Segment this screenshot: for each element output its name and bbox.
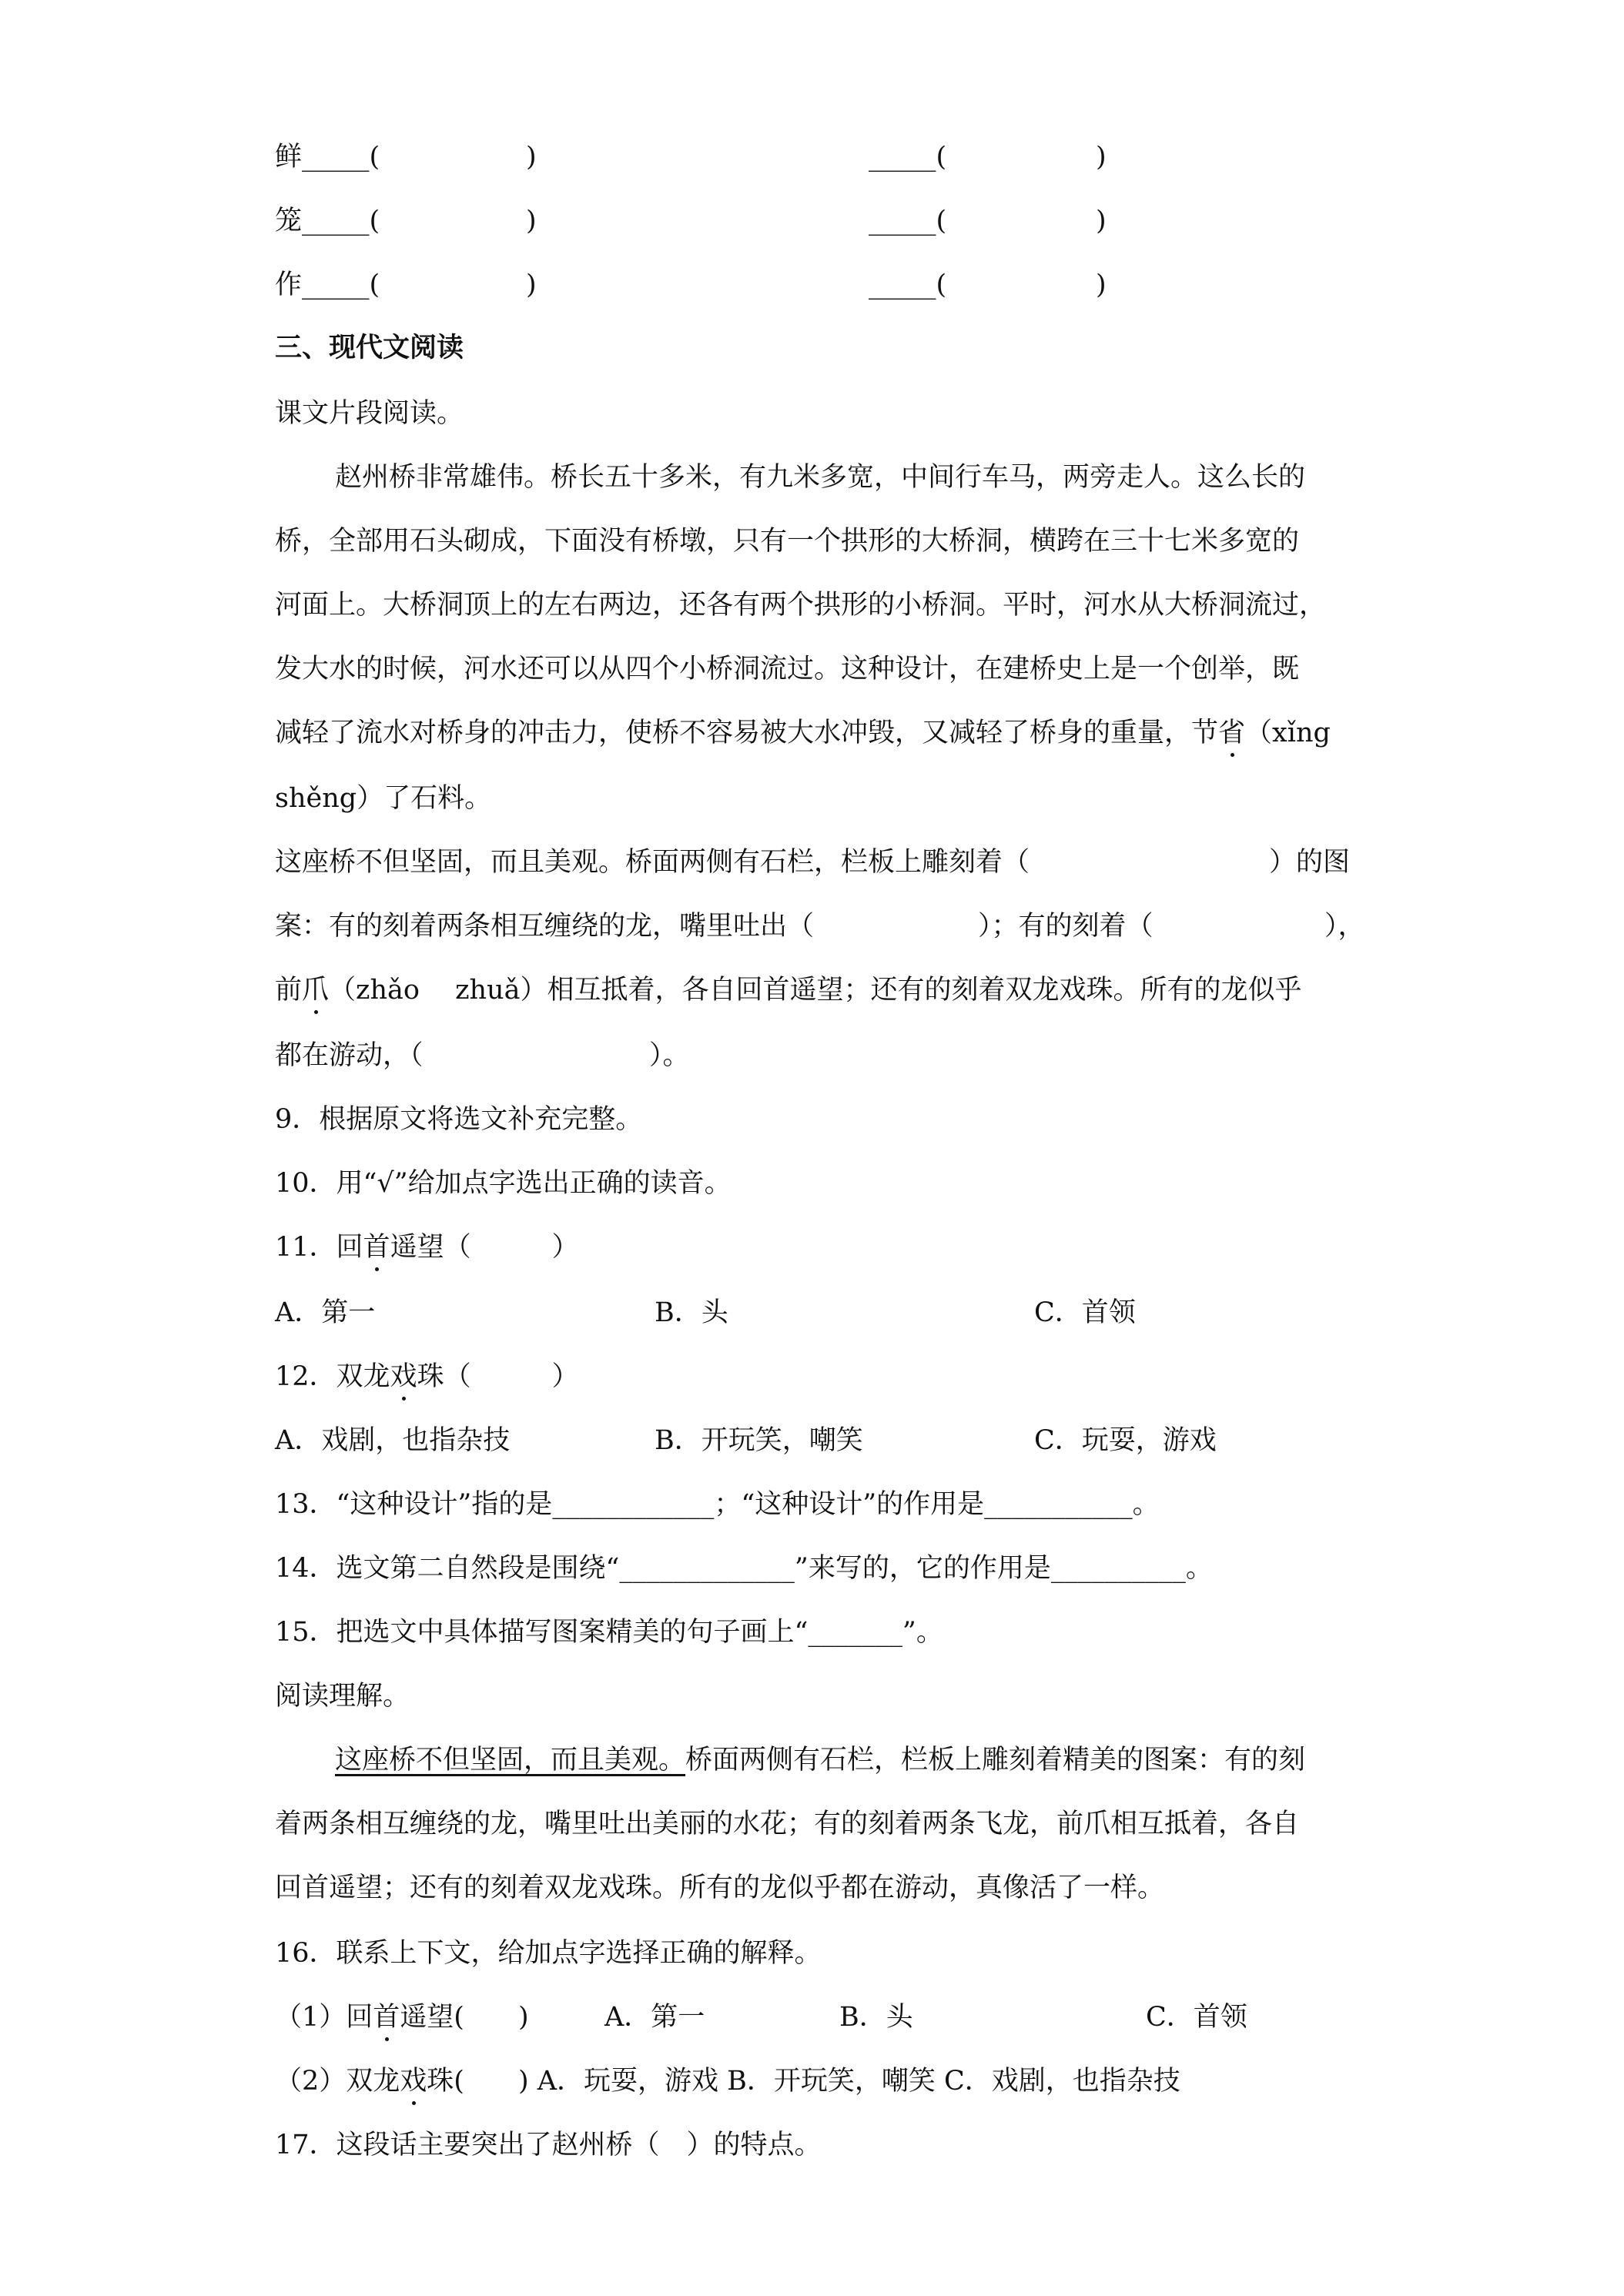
- passage-line: ）的图: [1269, 847, 1351, 878]
- option-a[interactable]: A．戏剧，也指杂技: [275, 1425, 511, 1456]
- paren-open: (: [936, 269, 947, 300]
- word-row-2: [275, 204, 380, 238]
- paren-close: ): [1096, 206, 1107, 236]
- option-a[interactable]: A．第一: [275, 1297, 376, 1328]
- pinyin-option: （xǐng: [1245, 718, 1331, 748]
- passage-line: 赵州桥非常雄伟。桥长五十多米，有九米多宽，中间行车马，两旁走人。这么长的: [335, 462, 1306, 493]
- paren-close: ): [1096, 142, 1107, 172]
- question-10: 10．用“√”给加点字选出正确的读音。: [275, 1168, 732, 1199]
- question-text: （2）双龙: [275, 2066, 400, 2097]
- blank: _____: [869, 142, 936, 172]
- blank: _____: [869, 269, 936, 300]
- word-row-2-right: [869, 204, 946, 238]
- question-12: [275, 1360, 579, 1394]
- option-a[interactable]: A．第一: [604, 2002, 705, 2033]
- question-16: 16．联系上下文，给加点字选择正确的解释。: [275, 1938, 822, 1969]
- question-15: 15．把选文中具体描写图案精美的句子画上“_______”。: [275, 1617, 943, 1648]
- question-text: 11．回: [275, 1232, 363, 1263]
- passage-line: 发大水的时候，河水还可以从四个小桥洞流过。这种设计，在建桥史上是一个创举，既: [275, 654, 1300, 684]
- paren-open: (: [369, 142, 380, 172]
- paren-close: ): [1096, 269, 1107, 300]
- passage-line: [275, 716, 1331, 750]
- section-heading: 三、现代文阅读: [275, 332, 464, 363]
- dotted-char: 省: [1218, 718, 1246, 748]
- blank: _____: [302, 142, 370, 172]
- question-17: 17．这段话主要突出了赵州桥（ ）的特点。: [275, 2130, 822, 2160]
- question-text: 珠（ ）: [417, 1361, 579, 1392]
- word-row-3: [275, 268, 380, 302]
- word-row-3-right: [869, 268, 946, 302]
- word-row-1: [275, 140, 380, 174]
- word-char: 作: [275, 269, 303, 300]
- paren-close: ): [526, 142, 537, 172]
- question-text: 珠( ) A．玩耍，游戏 B．开玩笑，嘲笑 C．戏剧，也指杂技: [427, 2066, 1180, 2097]
- passage-text: 前: [275, 975, 303, 1006]
- passage-line: 案：有的刻着两条相互缠绕的龙，嘴里吐出（: [275, 911, 815, 942]
- question-9: 9．根据原文将选文补充完整。: [275, 1104, 643, 1135]
- passage-line: 着两条相互缠绕的龙，嘴里吐出美丽的水花；有的刻着两条飞龙，前爪相互抵着，各自: [275, 1809, 1300, 1839]
- option-b[interactable]: B．开玩笑，嘲笑: [655, 1425, 863, 1456]
- question-13: 13．“这种设计”指的是____________；“这种设计”的作用是___________。: [275, 1489, 1160, 1520]
- passage-line: 桥，全部用石头砌成，下面没有桥墩，只有一个拱形的大桥洞，横跨在三十七米多宽的: [275, 526, 1300, 557]
- passage-line: 河面上。大桥洞顶上的左右两边，还各有两个拱形的小桥洞。平时，河水从大桥洞流过，: [275, 590, 1327, 621]
- question-16-1: [275, 2000, 529, 2034]
- option-b[interactable]: B．头: [655, 1297, 728, 1328]
- passage-line: [275, 973, 1301, 1007]
- passage-line: ），: [1324, 911, 1365, 942]
- passage-line: 回首遥望；还有的刻着双龙戏珠。所有的龙似乎都在游动，真像活了一样。: [275, 1873, 1165, 1903]
- passage-line: 这座桥不但坚固，而且美观。桥面两侧有石栏，栏板上雕刻着（: [275, 847, 1030, 878]
- question-14: 14．选文第二自然段是围绕“_____________”来写的，它的作用是__________。: [275, 1553, 1213, 1584]
- dotted-char: 爪: [302, 975, 330, 1006]
- underlined-sentence: 这座桥不但坚固，而且美观。: [335, 1745, 686, 1776]
- paren-close: ): [526, 269, 537, 300]
- question-text: 12．双龙: [275, 1361, 390, 1392]
- question-11: [275, 1230, 579, 1264]
- paren-open: (: [369, 269, 380, 300]
- passage-line: shěng）了石料。: [275, 783, 492, 814]
- paren-open: (: [936, 206, 947, 236]
- paren-close: ): [526, 206, 537, 236]
- reading-intro: 阅读理解。: [275, 1681, 410, 1712]
- dotted-char: 戏: [390, 1361, 417, 1392]
- passage-line: ）；有的刻着（: [978, 911, 1154, 942]
- passage-line: [335, 1743, 1305, 1777]
- passage-text: 桥面两侧有石栏，栏板上雕刻着精美的图案：有的刻: [685, 1745, 1306, 1776]
- dotted-char: 首: [373, 2002, 400, 2033]
- word-char: 鲜: [275, 142, 303, 172]
- question-text: （1）回: [275, 2002, 373, 2033]
- option-c[interactable]: C．首领: [1146, 2002, 1247, 2033]
- passage-text: （zhǎo zhuǎ）相互抵着，各自回首遥望；还有的刻着双龙戏珠。所有的龙似乎: [329, 975, 1302, 1006]
- passage-line: ）。: [649, 1040, 690, 1071]
- question-text: 遥望( ): [400, 2002, 529, 2033]
- word-char: 笼: [275, 206, 303, 236]
- dotted-char: 戏: [400, 2066, 427, 2097]
- option-c[interactable]: C．首领: [1034, 1297, 1136, 1328]
- word-row-1-right: [869, 140, 946, 174]
- question-16-2: [275, 2064, 1180, 2098]
- blank: _____: [302, 206, 370, 236]
- blank: _____: [869, 206, 936, 236]
- paren-open: (: [369, 206, 380, 236]
- reading-intro: 课文片段阅读。: [275, 398, 464, 429]
- passage-text: 减轻了流水对桥身的冲击力，使桥不容易被大水冲毁，又减轻了桥身的重量，节: [275, 718, 1219, 748]
- dotted-char: 首: [363, 1232, 390, 1263]
- passage-line: 都在游动，（: [275, 1040, 424, 1071]
- paren-open: (: [936, 142, 947, 172]
- option-b[interactable]: B．头: [839, 2002, 913, 2033]
- blank: _____: [302, 269, 370, 300]
- question-text: 遥望（ ）: [390, 1232, 579, 1263]
- option-c[interactable]: C．玩耍，游戏: [1034, 1425, 1217, 1456]
